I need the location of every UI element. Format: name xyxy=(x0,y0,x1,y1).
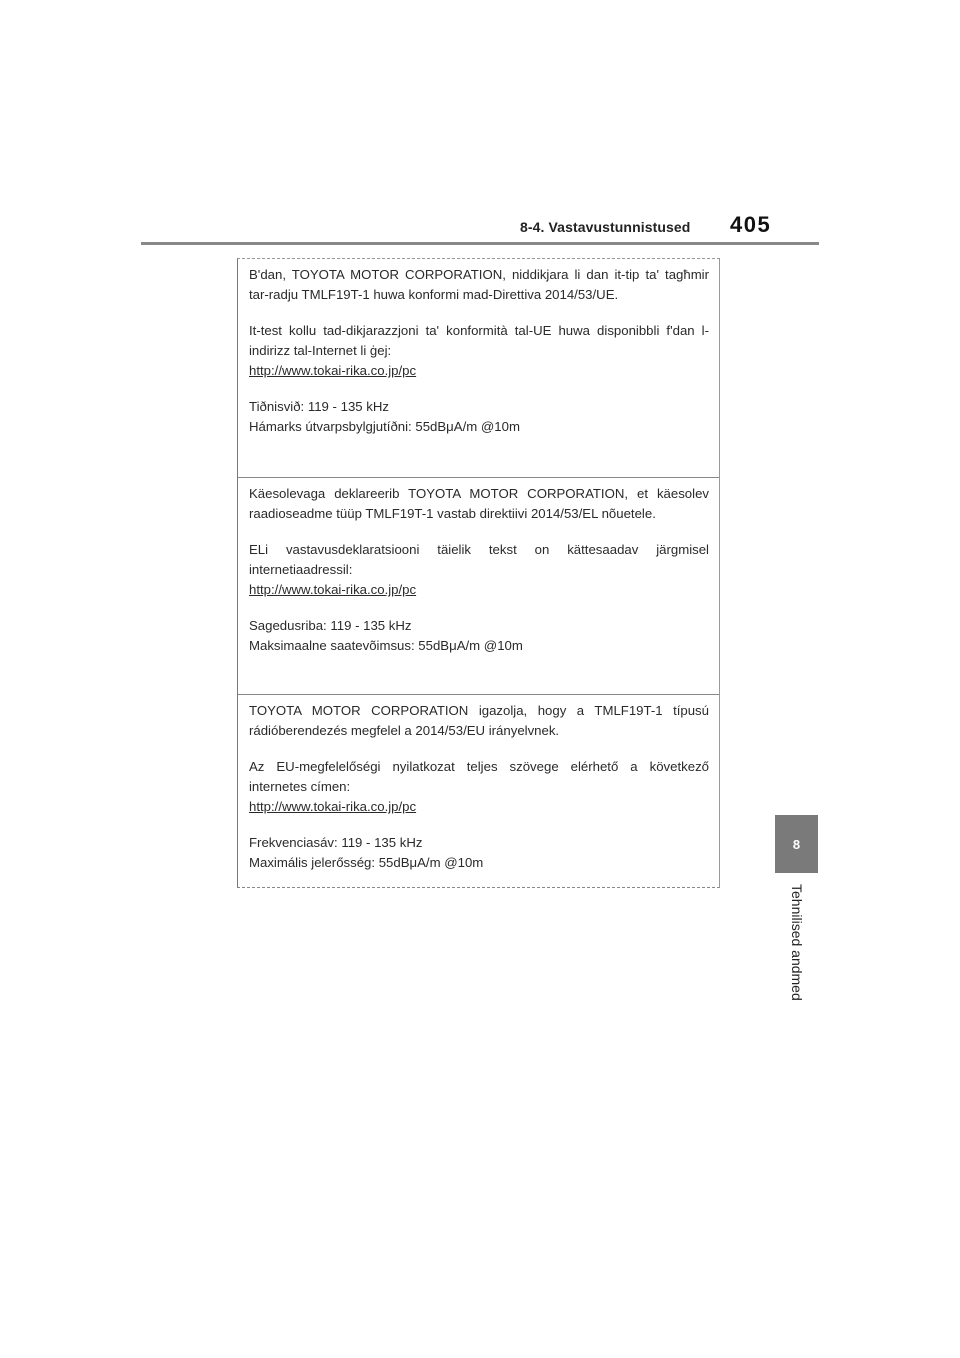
conformity-panel-maltese xyxy=(238,259,719,467)
chapter-number: 8 xyxy=(792,836,801,852)
declaration-statement: B'dan, TOYOTA MOTOR CORPORATION, niddikjara li dan it-tip ta' tagħmir tar-radju TMLF19T-1 huwa konformi mad-Direttiva 2014/53/UE. xyxy=(249,267,709,302)
declaration-statement: TOYOTA MOTOR CORPORATION igazolja, hogy a TMLF19T-1 típusú rádióberendezés megfelel a 2014/53/EU irányelvnek. xyxy=(249,703,709,738)
declaration-statement: Käesolevaga deklareerib TOYOTA MOTOR CORPORATION, et käesolev raadioseadme tüüp TMLF19T-1 vastab direktiivi 2014/53/EL nõuetele. xyxy=(249,486,709,521)
conformity-panel-hungarian xyxy=(238,694,719,889)
section-title: 8-4. Vastavustunnistused xyxy=(520,219,691,235)
frequency-text: Frekvenciasáv: 119 - 135 kHz xyxy=(249,835,423,850)
declaration-url-link[interactable]: http://www.tokai-rika.co.jp/pc xyxy=(249,363,417,378)
conformity-panel-estonian xyxy=(238,477,719,685)
declaration-url-link[interactable]: http://www.tokai-rika.co.jp/pc xyxy=(249,582,417,597)
frequency-text: Sagedusriba: 119 - 135 kHz xyxy=(249,618,412,633)
availability-text: It-test kollu tad-dikjarazzjoni ta' konformità tal-UE huwa disponibbli f'dan l-indirizz tal-Internet li ġej: xyxy=(249,323,709,358)
chapter-label: Tehnilised andmed xyxy=(789,884,805,1001)
specs-block xyxy=(249,616,709,656)
specs-block xyxy=(249,833,709,873)
availability-block xyxy=(249,540,709,600)
chapter-tab xyxy=(775,815,818,873)
availability-text: ELi vastavusdeklaratsiooni täielik tekst on kättesaadav järgmisel internetiaadressil: xyxy=(249,542,709,577)
availability-block xyxy=(249,757,709,817)
frequency-text: Tiðnisvið: 119 - 135 kHz xyxy=(249,399,389,414)
specs-block xyxy=(249,397,709,437)
power-text: Hámarks útvarpsbylgjutíðni: 55dBμA/m @10m xyxy=(249,419,520,434)
page-number: 405 xyxy=(730,212,772,237)
conformity-notice-box xyxy=(237,258,720,888)
power-text: Maksimaalne saatevõimsus: 55dBμA/m @10m xyxy=(249,638,523,653)
header-divider xyxy=(141,242,819,245)
power-text: Maximális jelerősség: 55dBμA/m @10m xyxy=(249,855,484,870)
declaration-url-link[interactable]: http://www.tokai-rika.co.jp/pc xyxy=(249,799,417,814)
availability-block xyxy=(249,321,709,381)
availability-text: Az EU-megfelelőségi nyilatkozat teljes szövege elérhető a következő internetes címen: xyxy=(249,759,709,794)
